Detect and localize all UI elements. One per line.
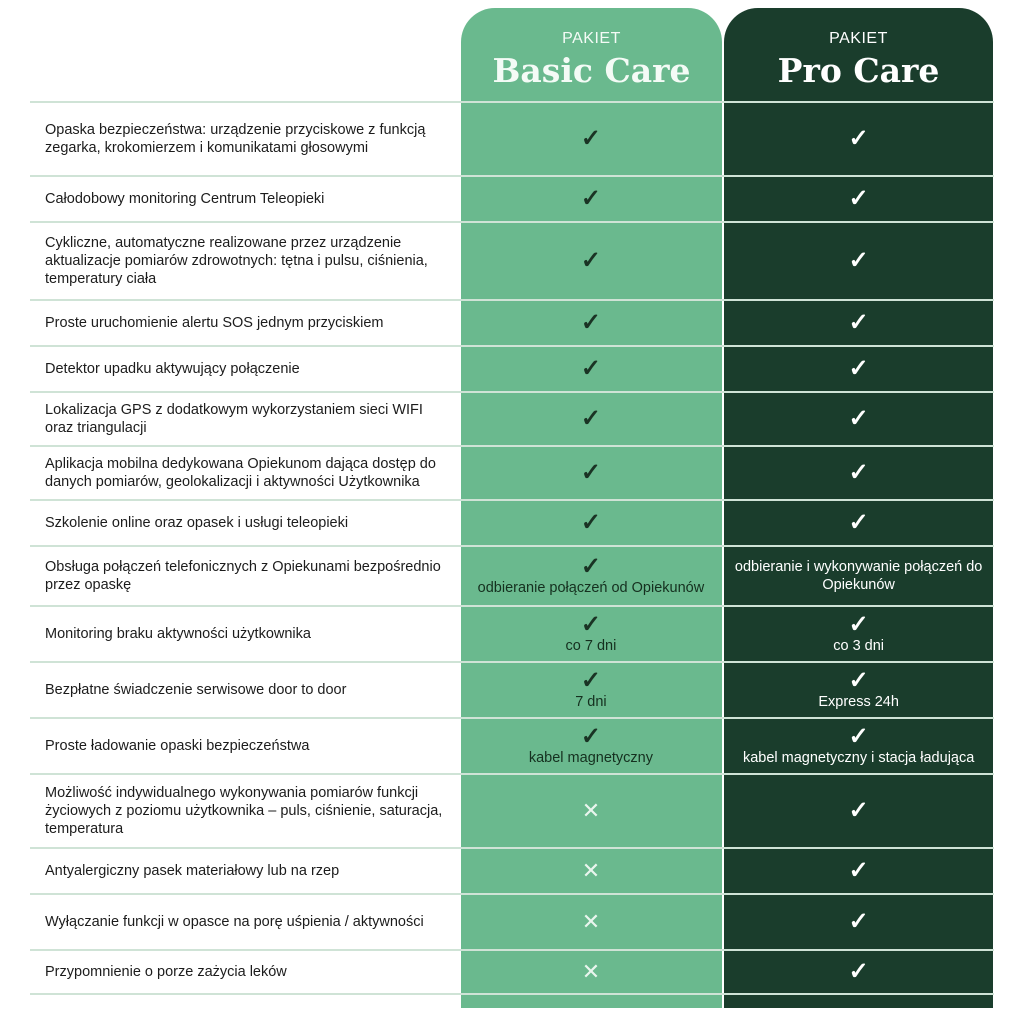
check-icon: ✓ — [848, 958, 869, 985]
table-row — [30, 347, 994, 393]
table-row — [30, 393, 994, 447]
check-icon: ✓ — [848, 355, 869, 382]
basic-care-cell — [461, 347, 722, 391]
check-icon: ✓ — [848, 247, 869, 274]
comparison-table — [30, 101, 994, 995]
feature-label: Obsługa połączeń telefonicznych z Opiekunami bezpośrednio przez opaskę — [45, 559, 441, 593]
feature-label: Proste uruchomienie alertu SOS jednym przyciskiem — [45, 315, 384, 331]
check-icon: ✓ — [580, 723, 601, 750]
feature-label: Detektor upadku aktywujący połączenie — [45, 361, 300, 377]
check-icon: ✓ — [848, 459, 869, 486]
table-row — [30, 101, 994, 177]
feature-label: Bezpłatne świadczenie serwisowe door to door — [45, 682, 347, 698]
pro-care-cell — [723, 347, 994, 391]
check-icon: ✓ — [848, 185, 869, 212]
basic-care-title: Basic Care — [492, 51, 691, 90]
pro-care-cell — [723, 223, 994, 299]
check-icon: ✓ — [848, 797, 869, 824]
check-icon: ✓ — [848, 908, 869, 935]
basic-care-cell — [461, 393, 722, 445]
pro-care-cell — [723, 663, 994, 717]
basic-care-cell — [461, 607, 722, 661]
feature-label: Lokalizacja GPS z dodatkowym wykorzystaniem sieci WIFI oraz triangulacji — [45, 402, 423, 436]
table-row — [30, 547, 994, 607]
check-icon: ✓ — [848, 125, 869, 152]
pro-care-note: kabel magnetyczny i stacja ładująca — [742, 750, 975, 766]
basic-care-cell — [461, 301, 722, 345]
pro-care-cell — [723, 393, 994, 445]
feature-label: Opaska bezpieczeństwa: urządzenie przyciskowe z funkcją zegarka, krokomierzem i komunikatami głosowymi — [45, 122, 426, 156]
table-row — [30, 223, 994, 301]
basic-care-cell — [461, 895, 722, 949]
pro-care-cell — [723, 103, 994, 175]
pro-care-cell — [723, 447, 994, 499]
pro-care-cell — [723, 501, 994, 545]
check-icon: ✓ — [580, 125, 601, 152]
basic-care-note: co 7 dni — [565, 638, 617, 654]
table-row — [30, 951, 994, 995]
feature-label: Proste ładowanie opaski bezpieczeństwa — [45, 738, 310, 754]
basic-care-cell — [461, 447, 722, 499]
pro-care-cell — [723, 607, 994, 661]
pro-care-note: Express 24h — [818, 694, 899, 710]
check-icon: ✓ — [848, 857, 869, 884]
table-row — [30, 719, 994, 775]
basic-care-cell — [461, 103, 722, 175]
cross-icon: ✕ — [581, 959, 601, 984]
check-icon: ✓ — [848, 667, 869, 694]
basic-care-cell — [461, 775, 722, 847]
basic-care-note: kabel magnetyczny — [528, 750, 653, 766]
feature-label: Cykliczne, automatyczne realizowane przez urządzenie aktualizacje pomiarów zdrowotnych: tętna i pulsu, ciśnienia, temperatury ciała — [45, 235, 428, 287]
feature-label: Szkolenie online oraz opasek i usługi teleopieki — [45, 515, 349, 531]
basic-care-note: 7 dni — [575, 694, 607, 710]
basic-care-cell — [461, 547, 722, 605]
check-icon: ✓ — [580, 309, 601, 336]
table-row — [30, 663, 994, 719]
table-row — [30, 501, 994, 547]
check-icon: ✓ — [848, 509, 869, 536]
basic-care-cell — [461, 177, 722, 221]
check-icon: ✓ — [848, 405, 869, 432]
check-icon: ✓ — [848, 611, 869, 638]
pro-care-cell — [723, 775, 994, 847]
check-icon: ✓ — [580, 611, 601, 638]
pro-care-cell — [723, 951, 994, 993]
basic-care-header — [461, 24, 722, 90]
check-icon: ✓ — [848, 723, 869, 750]
pro-care-cell — [723, 895, 994, 949]
pro-care-cell — [723, 177, 994, 221]
table-row — [30, 775, 994, 849]
basic-care-note: odbieranie połączeń od Opiekunów — [477, 580, 705, 596]
basic-care-cell — [461, 663, 722, 717]
feature-label: Antyalergiczny pasek materiałowy lub na rzep — [45, 863, 340, 879]
check-icon: ✓ — [580, 667, 601, 694]
check-icon: ✓ — [580, 553, 601, 580]
cross-icon: ✕ — [581, 858, 601, 883]
basic-care-cell — [461, 719, 722, 773]
check-icon: ✓ — [580, 185, 601, 212]
feature-label: Aplikacja mobilna dedykowana Opiekunom dająca dostęp do danych pomiarów, geolokalizacji i aktywności Użytkownika — [45, 456, 436, 490]
check-icon: ✓ — [580, 459, 601, 486]
table-row — [30, 301, 994, 347]
cross-icon: ✕ — [581, 798, 601, 823]
check-icon: ✓ — [580, 247, 601, 274]
pro-care-note: odbieranie i wykonywanie połączeń do Opiekunów — [734, 559, 983, 593]
feature-label: Przypomnienie o porze zażycia leków — [45, 964, 287, 980]
check-icon: ✓ — [848, 309, 869, 336]
feature-label: Całodobowy monitoring Centrum Teleopieki — [45, 191, 325, 207]
pro-care-prefix: PAKIET — [829, 30, 888, 47]
check-icon: ✓ — [580, 355, 601, 382]
basic-care-cell — [461, 849, 722, 893]
pro-care-cell — [723, 719, 994, 773]
pro-care-note: co 3 dni — [833, 638, 885, 654]
check-icon: ✓ — [580, 509, 601, 536]
table-row — [30, 607, 994, 663]
pro-care-cell — [723, 301, 994, 345]
basic-care-cell — [461, 951, 722, 993]
feature-label: Wyłączanie funkcji w opasce na porę uśpienia / aktywności — [45, 914, 424, 930]
feature-label: Możliwość indywidualnego wykonywania pomiarów funkcji życiowych z poziomu użytkownika – puls, ciśnienie, saturacja, temperatura — [45, 785, 443, 837]
check-icon: ✓ — [580, 405, 601, 432]
pro-care-title: Pro Care — [777, 51, 940, 90]
table-row — [30, 447, 994, 501]
table-row — [30, 849, 994, 895]
pro-care-cell — [723, 547, 994, 605]
basic-care-prefix: PAKIET — [562, 30, 621, 47]
feature-label: Monitoring braku aktywności użytkownika — [45, 626, 311, 642]
cross-icon: ✕ — [581, 909, 601, 934]
basic-care-cell — [461, 223, 722, 299]
table-row — [30, 895, 994, 951]
table-row — [30, 177, 994, 223]
pro-care-cell — [723, 849, 994, 893]
pro-care-header — [724, 24, 993, 90]
basic-care-cell — [461, 501, 722, 545]
